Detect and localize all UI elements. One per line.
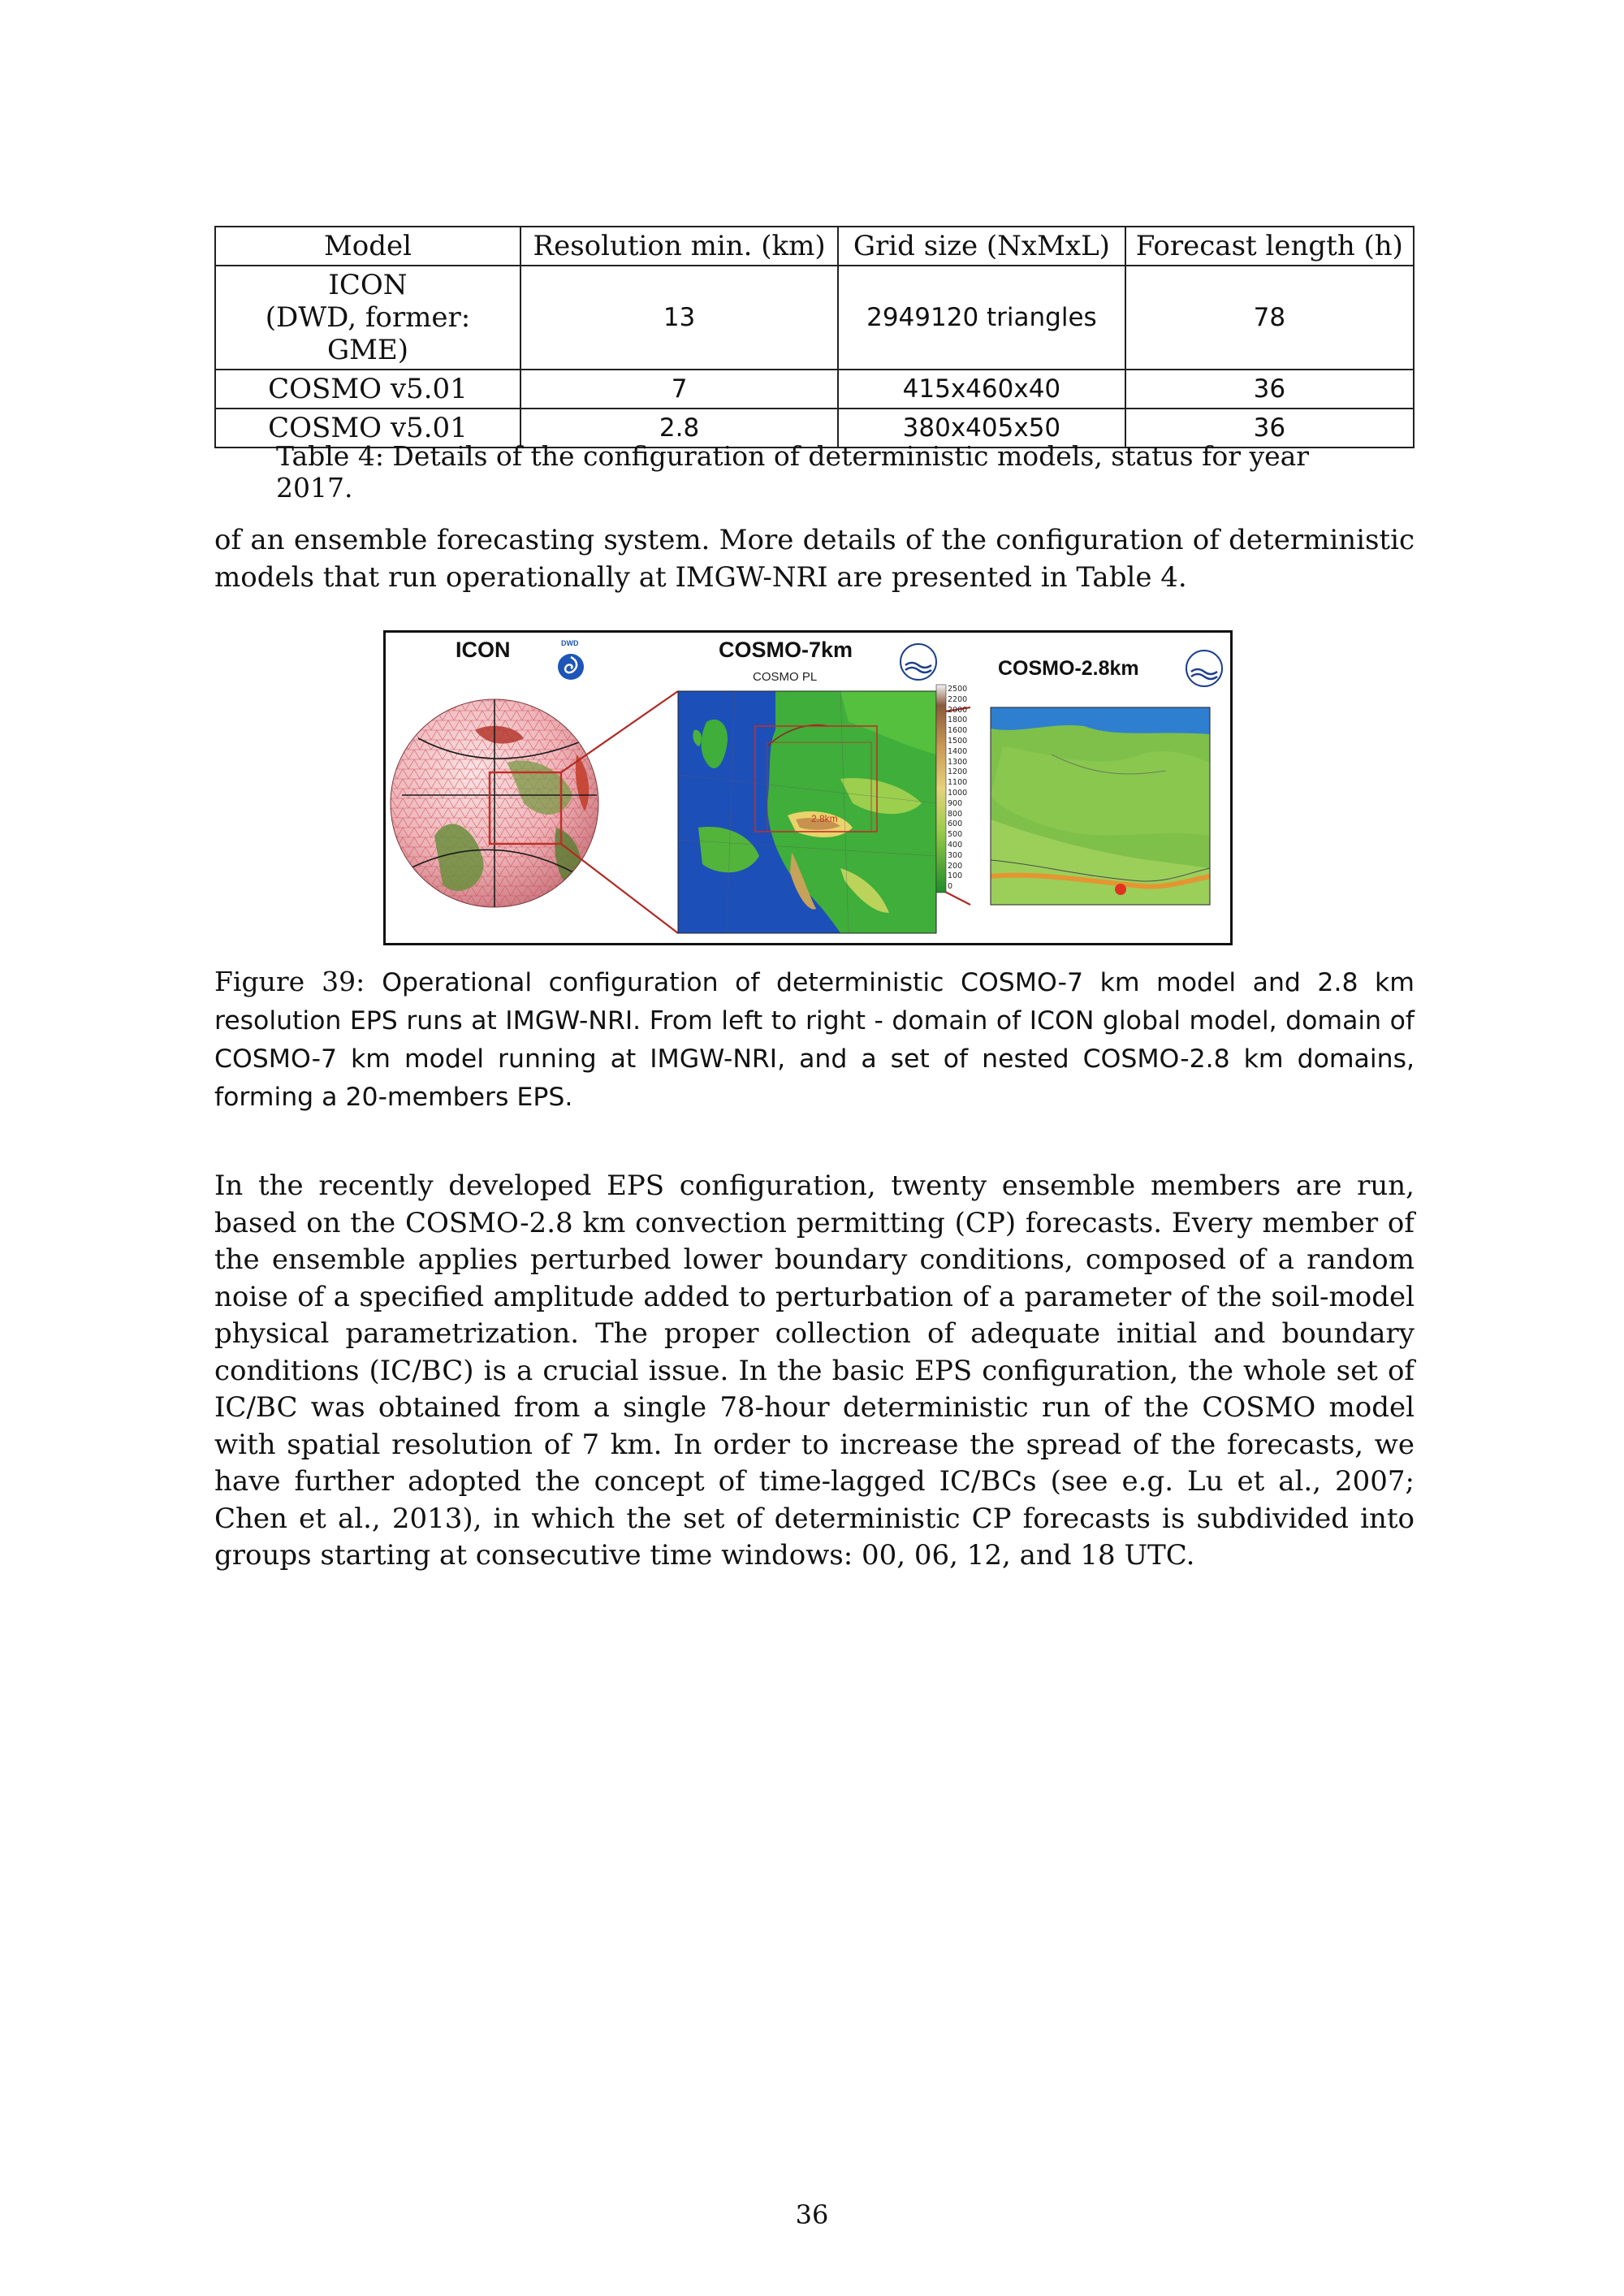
cosmo7-logo <box>901 644 936 680</box>
table-cell: 415x460x40 <box>838 370 1125 409</box>
connector-line <box>561 691 678 772</box>
legend-label: 2000 <box>948 705 968 715</box>
table-header-cell: Resolution min. (km) <box>520 227 838 266</box>
legend-label: 100 <box>948 871 963 881</box>
models-table <box>214 226 1415 448</box>
legend-label: 1500 <box>948 736 968 746</box>
table-cell: 7 <box>520 370 838 409</box>
table-cell: 380x405x50 <box>838 409 1125 448</box>
table-cell: 2949120 triangles <box>838 266 1125 370</box>
legend-label: 0 <box>948 882 953 892</box>
elevation-legend-labels <box>948 685 980 893</box>
model-note: (DWD, former: GME) <box>265 301 471 366</box>
figure-caption-label: Figure 39: <box>214 966 365 997</box>
paragraph: In the recently developed EPS configuration, twenty ensemble members are run, based on the COSMO-2.8 km convection permitting (CP) forecasts. Every member of the ensemble applies perturbed lower boundary conditions, composed of a random noise of a specified amplitude added to perturbation of a parameter of the soil-model physical parametrization. The proper collection of adequate initial and boundary conditions (IC/BC) is a crucial issue. In the basic EPS configuration, the whole set of IC/BC was obtained from a single 78-hour deterministic run of the COSMO model with spatial resolution of 7 km. In order to increase the spread of the forecasts, we have further adopted the concept of time-lagged IC/BCs (see e.g. Lu et al., 2007; Chen et al., 2013), in which the set of deterministic CP forecasts is subdivided into groups starting at consecutive time windows: 00, 06, 12, and 18 UTC. <box>214 1170 1415 1572</box>
cosmo7-sublabel: COSMO PL <box>753 670 818 684</box>
connector-line <box>561 844 678 933</box>
table-header-cell: Model <box>215 227 520 266</box>
table-header-cell: Grid size (NxMxL) <box>838 227 1125 266</box>
cosmo28-label: COSMO-2.8km <box>998 657 1139 680</box>
legend-label: 200 <box>948 861 963 871</box>
legend-label: 1600 <box>948 726 968 736</box>
legend-label: 2200 <box>948 694 968 704</box>
legend-label: 1200 <box>948 767 968 777</box>
table-header-cell: Forecast length (h) <box>1125 227 1414 266</box>
table-cell-model: COSMO v5.01 <box>215 409 520 448</box>
legend-label: 1100 <box>948 778 968 788</box>
table-row <box>215 266 1414 370</box>
page-number: 36 <box>795 2199 829 2230</box>
legend-label: 1000 <box>948 788 968 798</box>
cosmo28-map <box>991 707 1210 905</box>
table-header-row <box>215 227 1414 266</box>
legend-label: 300 <box>948 850 963 860</box>
legend-label: 600 <box>948 819 963 829</box>
legend-label: 500 <box>948 830 963 840</box>
legend-label: 2500 <box>948 685 968 694</box>
legend-label: 800 <box>948 809 963 819</box>
cosmo7-label: COSMO-7km <box>719 638 853 662</box>
inner-domain-label: 2.8km <box>811 813 838 824</box>
cosmo7-map <box>678 691 936 933</box>
icon-globe <box>386 698 605 917</box>
table-cell-model <box>215 266 520 370</box>
model-name: ICON <box>328 269 408 301</box>
paragraph: of an ensemble forecasting system. More details of the configuration of deterministic models that run operationally at IMGW-NRI are presented in Table 4. <box>214 524 1415 594</box>
table-cell: 36 <box>1125 370 1414 409</box>
table-row <box>215 370 1414 409</box>
elevation-legend-bar <box>936 685 946 893</box>
dwd-logo-text: DWD <box>561 639 579 647</box>
table-cell: 78 <box>1125 266 1414 370</box>
table-cell: 36 <box>1125 409 1414 448</box>
cosmo28-logo <box>1186 651 1222 686</box>
legend-label: 900 <box>948 798 963 808</box>
icon-label: ICON <box>456 638 511 662</box>
figure-domains <box>383 630 1233 945</box>
table-cell: 13 <box>520 266 838 370</box>
figure-caption-text: Operational configuration of deterministic COSMO-7 km model and 2.8 km resolution EPS runs at IMGW-NRI. From left to right - domain of ICON global model, domain of COSMO-7 km model running at IMGW-NRI, and a set of nested COSMO-2.8 km domains, forming a 20-members EPS. <box>214 968 1415 1112</box>
legend-label: 1400 <box>948 746 968 756</box>
legend-label: 1800 <box>948 716 968 725</box>
table-cell: 2.8 <box>520 409 838 448</box>
figure-caption <box>214 963 1415 1116</box>
legend-label: 1300 <box>948 757 968 767</box>
legend-label: 400 <box>948 840 963 850</box>
table-caption: Table 4: Details of the configuration of deterministic models, status for year 2017. <box>276 440 1310 504</box>
table-cell-model: COSMO v5.01 <box>215 370 520 409</box>
